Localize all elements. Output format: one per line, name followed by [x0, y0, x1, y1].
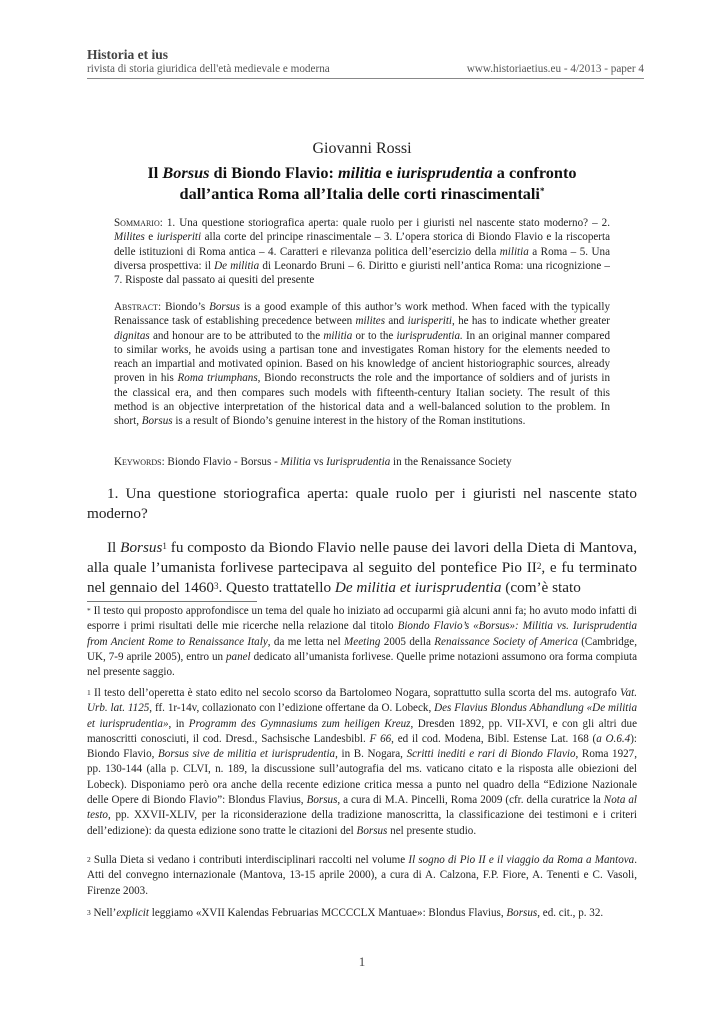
footnote-text: , pp. XXVII-XLIV, per la riconsiderazione della tradizione manoscritta, la classificazione dei testimoni e i criteri dell’edizione): da questa edizione sono tratte le citazioni del	[87, 809, 637, 837]
footnote-italic: Renaissance Society of America	[434, 635, 578, 648]
abstract-text: is a result of Biondo’s genuine interest in the history of the Roman institutions.	[172, 415, 526, 428]
footnote-italic: Il sogno di Pio II e il viaggio da Roma a Mantova	[408, 854, 635, 866]
footnote-ref-1[interactable]: 1	[162, 541, 167, 551]
footnote-1	[87, 686, 637, 839]
summary-text: a Roma – 5. Una diversa prospettiva: il	[114, 245, 610, 272]
footnote-text: , da me letta nel	[267, 635, 345, 648]
section-heading-text: 1. Una questione storiografica aperta: quale ruolo per i giuristi nel nascente stato moderno?	[87, 485, 637, 522]
abstract-text: , Biondo reconstructs the role and the importance of soldiers and of jurists in the classical era, and then compares such models with fifteenth-century Italian society. The result of this method is an objective interpretation of the historical data and a well-balanced solution to the problem. In short,	[114, 372, 611, 428]
keywords-text: vs	[310, 456, 327, 468]
footnote-2	[87, 853, 637, 899]
footnote-separator	[87, 601, 257, 602]
journal-title: Historia et ius	[87, 47, 168, 62]
title-line-2: dall’antica Roma all’Italia delle corti rinascimentali	[179, 184, 540, 203]
body-text: . Questo trattatello	[218, 579, 335, 596]
body-text: fu composto da Biondo Flavio nelle pause dei lavori della Dieta di Mantova, alla quale l’umanista forlivese partecipava al seguito del pontefice Pio II	[87, 539, 637, 576]
footnote-text: nel presente studio.	[387, 824, 477, 837]
footnote-text: , ff. 1r-14v, collazionato con l’edizione offertane da O. Lobeck,	[149, 702, 435, 715]
abstract-text: : Biondo’s	[158, 301, 210, 313]
abstract-italic: iurisperiti	[407, 315, 453, 328]
summary-italic: De militia	[214, 259, 260, 272]
abstract-text: is a good example of this author’s work method. When faced with the typically Renaissance task of establishing precedence between	[114, 301, 610, 328]
keywords-block	[114, 455, 610, 469]
title-text: di Biondo Flavio:	[209, 163, 338, 182]
abstract-italic: milites	[355, 315, 386, 328]
abstract-italic: Roma triumphans	[177, 372, 258, 385]
footnote-text: Nell’	[90, 907, 117, 919]
title-text: a confronto	[492, 163, 577, 182]
footnote-3	[87, 906, 637, 921]
summary-block	[114, 216, 610, 287]
keywords-text: in the Renaissance Society	[390, 456, 512, 468]
footnote-italic: F 66	[369, 732, 392, 745]
abstract-text: In an original manner compared to similar works, he avoids using a partisan tone and investigates Roman history for the elements needed to reach an impartial and motivated opinion. Based on his knowledge of ancient historiographic sources, already proven in his	[114, 329, 610, 385]
abstract-italic: Borsus	[209, 301, 240, 313]
footnote-italic: Nota al testo	[87, 794, 637, 822]
footnote-italic: a O.6.4	[596, 732, 631, 745]
summary-text: : 1. Una questione storiografica aperta: quale ruolo per i giuristi nel nascente stato moderno? – 2.	[159, 217, 610, 229]
keywords-italic: Militia	[280, 456, 311, 468]
running-header	[87, 47, 644, 79]
title-footnote-mark[interactable]: *	[539, 186, 545, 196]
abstract-text: or to the	[352, 329, 397, 342]
footnote-text: , Dresden 1892, pp. VII-XVI, e con gli altri due manoscritti conosciuti, il cod. Dresd., Sachsische Landesbibl.	[87, 717, 638, 745]
keywords-label: Keywords	[114, 456, 162, 468]
footnote-text: , a cura di M.A. Pincelli, Roma 2009 (cfr. della curatrice la	[337, 794, 604, 807]
title-text: e	[381, 163, 397, 182]
body-paragraph	[87, 538, 637, 598]
body-italic: Borsus	[120, 539, 163, 556]
abstract-text: and honour are to be attributed to the	[149, 329, 324, 342]
title-italic: Borsus	[162, 163, 210, 182]
footnote-ref-3[interactable]: 3	[213, 581, 219, 591]
footnote-italic: Meeting	[344, 635, 381, 648]
journal-subtitle: rivista di storia giuridica dell'età medievale e moderna	[87, 63, 330, 75]
footnote-mark: 2	[87, 855, 91, 864]
body-text: , e fu terminato nel gennaio del 1460	[87, 559, 637, 596]
body-italic: De militia et iurisprudentia	[334, 579, 502, 596]
summary-label: Sommario	[114, 217, 160, 229]
footnote-text: 2005 della	[380, 635, 435, 648]
footnote-italic: Biondo Flavio’s «Borsus»: Militia vs. Iurisprudentia from Ancient Rome to Renaissance Italy	[87, 620, 638, 648]
summary-text: e	[144, 231, 157, 244]
summary-italic: iurisperiti	[156, 231, 202, 244]
summary-text: di Leonardo Bruni – 6. Diritto e giuristi nell’antica Roma: una ricognizione – 7. Risposte dal passato ai quesiti del presente	[114, 259, 610, 287]
footnote-italic: Scritti inediti e rari di Biondo Flavio	[406, 748, 576, 761]
page-number: 1	[358, 954, 366, 969]
footnote-mark: *	[87, 606, 91, 615]
title-text: Il	[147, 163, 163, 182]
keywords-italic: Iurisprudentia	[326, 456, 391, 468]
body-text: Il	[107, 539, 121, 556]
footnote-italic: Borsus sive de militia et iurisprudentia	[158, 748, 336, 761]
footnote-text: Il testo dell’operetta è stato edito nel secolo scorso da Bartolomeo Nogara, soprattutto sulla scorta del ms. autografo	[90, 687, 621, 699]
keywords-text: : Biondo Flavio - Borsus -	[161, 456, 281, 468]
footnote-mark: 3	[87, 908, 91, 917]
footnote-italic: Vat. Urb. lat. 1125	[87, 687, 637, 715]
summary-italic: Milites	[114, 231, 145, 244]
body-text: (com’è stato	[501, 579, 581, 596]
footnote-italic: Borsus	[506, 907, 538, 919]
article-title	[90, 162, 634, 204]
footnote-text: ): Biondo Flavio,	[87, 732, 637, 761]
section-heading-1	[87, 484, 637, 524]
footnote-text: . Atti del convegno internazionale (Mantova, 13-15 aprile 2000), a cura di A. Calzona, F.P. Fiore, A. Tenenti e C. Vasoli, Firenze 2003.	[87, 854, 637, 897]
footnote-text: , ed il cod. Modena, Bibl. Estense Lat. 168 (	[391, 732, 597, 745]
abstract-label: Abstract	[114, 301, 159, 313]
footnote-italic: panel	[225, 650, 251, 663]
header-row	[87, 63, 644, 79]
footnote-text: (Cambridge, UK, 7-9 aprile 2005), entro un	[87, 635, 638, 663]
abstract-text: and	[385, 315, 408, 328]
abstract-block	[114, 300, 610, 429]
footnote-italic: Programm des Gymnasiums zum heiligen Kreuz	[188, 717, 411, 730]
footnote-text: , in B. Nogara,	[335, 748, 407, 761]
footnote-ref-2[interactable]: 2	[536, 561, 542, 571]
summary-italic: militia	[499, 245, 529, 258]
footnote-italic: explicit	[116, 907, 149, 919]
footnote-mark: 1	[87, 688, 91, 697]
title-italic: militia	[337, 163, 382, 182]
title-italic: iurisprudentia	[396, 163, 493, 182]
footnote-text: , Roma 1927, pp. 130-144 (alla p. CLVI, n. 189, la discussione sull’autografia del ms. vaticano citato e la risposta alle obiezioni del Lobeck). Disponiamo però ora anche della recente edizione critica messa a punto nel quadro della “Edizione Nazionale delle Opere di Biondo Flavio”: Blondus Flavius,	[87, 748, 637, 807]
footnote-italic: Borsus	[306, 794, 338, 807]
footnote-text: , ed. cit., p. 32.	[537, 907, 604, 919]
footnote-text: Il testo qui proposto approfondisce un tema del quale ho iniziato ad occuparmi già alcuni anni fa; ho avuto modo infatti di esporre i primi risultati delle mie ricerche nella relazione dal titolo	[87, 605, 637, 633]
footnote-text: Sulla Dieta si vedano i contributi interdisciplinari raccolti nel volume	[90, 854, 409, 866]
abstract-italic: dignitas	[114, 329, 150, 342]
footnote-text: leggiamo «XVII Kalendas Februarias MCCCCLX Mantuae»: Blondus Flavius,	[148, 907, 507, 919]
footnote-italic: Des Flavius Blondus Abhandlung «De militia et iurisprudentia»	[87, 702, 637, 730]
issue-info: www.historiaetius.eu - 4/2013 - paper 4	[466, 63, 644, 75]
author-name: Giovanni Rossi	[312, 140, 412, 157]
abstract-italic: iurisprudentia.	[396, 329, 463, 342]
footnote-text: , in	[168, 717, 189, 730]
footnote-text: dedicato all’umanista forlivese. Quelle prime notazioni assumono ora forma compiuta nel presente saggio.	[87, 650, 637, 679]
summary-text: alla corte del principe rinascimentale – 3. L’opera storica di Biondo Flavio e la riscoperta delle istituzioni di Roma antica – 4. Caratteri e rilevanza politica dell’esercizio della	[114, 231, 610, 258]
footnote-italic: Borsus	[356, 824, 388, 837]
abstract-italic: militia	[323, 329, 353, 342]
abstract-text: , he has to indicate whether greater	[452, 315, 610, 328]
footnote-star	[87, 604, 637, 680]
abstract-italic: Borsus	[141, 415, 173, 428]
